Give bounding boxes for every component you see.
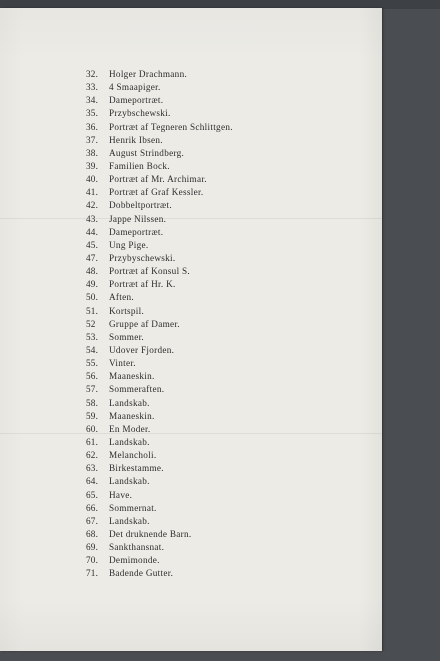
catalogue-entry xyxy=(0,462,382,475)
entry-title: Przybyschewski. xyxy=(109,252,176,263)
catalogue-entry xyxy=(0,436,382,449)
catalogue-entry xyxy=(0,226,382,239)
catalogue-entry xyxy=(0,278,382,291)
entry-number: 40. xyxy=(86,174,99,185)
entry-number: 62. xyxy=(86,450,99,461)
entry-title: Dobbeltportræt. xyxy=(109,200,172,211)
entry-number: 55. xyxy=(86,358,99,369)
entry-number: 61. xyxy=(86,436,99,447)
catalogue-entry xyxy=(0,318,382,331)
entry-number: 54. xyxy=(86,344,99,355)
catalogue-entry xyxy=(0,331,382,344)
entry-title: Portræt af Mr. Archimar. xyxy=(109,174,207,185)
catalogue-entry xyxy=(0,541,382,554)
entry-title: Henrik Ibsen. xyxy=(109,134,163,145)
entry-title: Badende Gutter. xyxy=(109,568,174,579)
entry-title: Familien Bock. xyxy=(109,160,170,171)
entry-number: 70. xyxy=(86,555,99,566)
catalogue-entry xyxy=(0,134,382,147)
catalogue-list xyxy=(0,68,382,580)
entry-number: 33. xyxy=(86,82,99,93)
entry-title: Portræt af Graf Kessler. xyxy=(109,187,204,198)
entry-number: 47. xyxy=(86,252,99,263)
catalogue-entry xyxy=(0,370,382,383)
entry-number: 49. xyxy=(86,279,99,290)
entry-number: 43. xyxy=(86,213,99,224)
catalogue-entry xyxy=(0,107,382,120)
catalogue-entry xyxy=(0,528,382,541)
entry-title: Holger Drachmann. xyxy=(109,69,188,79)
entry-title: Dameportræt. xyxy=(109,226,164,237)
entry-title: En Moder. xyxy=(109,423,151,434)
catalogue-entry xyxy=(0,81,382,94)
entry-number: 48. xyxy=(86,266,99,277)
catalogue-entry xyxy=(0,68,382,81)
entry-number: 57. xyxy=(86,384,99,395)
catalogue-entry xyxy=(0,173,382,186)
catalogue-entry xyxy=(0,199,382,212)
entry-number: 64. xyxy=(86,476,99,487)
catalogue-entry xyxy=(0,554,382,567)
entry-title: Sommernat. xyxy=(109,502,157,513)
entry-title: Vinter. xyxy=(109,358,136,369)
entry-number: 68. xyxy=(86,528,99,539)
entry-title: Landskab. xyxy=(109,397,150,408)
catalogue-entry xyxy=(0,357,382,370)
entry-title: Sommeraften. xyxy=(109,384,165,395)
entry-title: Kortspil. xyxy=(109,305,145,316)
catalogue-entry xyxy=(0,515,382,528)
entry-number: 50. xyxy=(86,292,99,303)
catalogue-entry xyxy=(0,344,382,357)
catalogue-entry xyxy=(0,121,382,134)
entry-number: 34. xyxy=(86,95,99,106)
entry-number: 39. xyxy=(86,160,99,171)
entry-title: Sankthansnat. xyxy=(109,542,165,553)
entry-number: 65. xyxy=(86,489,99,500)
entry-number: 35. xyxy=(86,108,99,119)
entry-title: Portræt af Hr. K. xyxy=(109,279,176,290)
entry-title: 4 Smaapiger. xyxy=(109,82,161,93)
catalogue-entry xyxy=(0,489,382,502)
catalogue-entry xyxy=(0,94,382,107)
entry-number: 58. xyxy=(86,397,99,408)
catalogue-entry xyxy=(0,449,382,462)
entry-title: Birkestamme. xyxy=(109,463,164,474)
catalogue-entry xyxy=(0,252,382,265)
entry-title: Gruppe af Damer. xyxy=(109,318,180,329)
entry-number: 63. xyxy=(86,463,99,474)
entry-number: 36. xyxy=(86,121,99,132)
entry-title: Jappe Nilssen. xyxy=(109,213,167,224)
entry-title: Portræt af Tegneren Schlittgen. xyxy=(109,121,233,132)
catalogue-entry xyxy=(0,567,382,580)
catalogue-entry xyxy=(0,383,382,396)
catalogue-entry xyxy=(0,291,382,304)
entry-number: 38. xyxy=(86,147,99,158)
catalogue-entry xyxy=(0,160,382,173)
entry-title: August Strindberg. xyxy=(109,147,185,158)
entry-title: Have. xyxy=(109,489,133,500)
entry-title: Melancholi. xyxy=(109,450,157,461)
entry-number: 69. xyxy=(86,542,99,553)
entry-number: 51. xyxy=(86,305,99,316)
entry-title: Landskab. xyxy=(109,476,150,487)
catalogue-entry xyxy=(0,423,382,436)
catalogue-entry xyxy=(0,213,382,226)
entry-number: 42. xyxy=(86,200,99,211)
catalogue-entry xyxy=(0,502,382,515)
catalogue-entry xyxy=(0,239,382,252)
entry-number: 60. xyxy=(86,423,99,434)
entry-title: Udover Fjorden. xyxy=(109,344,175,355)
catalogue-entry xyxy=(0,410,382,423)
entry-number: 67. xyxy=(86,515,99,526)
entry-title: Maaneskin. xyxy=(109,410,155,421)
catalogue-entry xyxy=(0,186,382,199)
entry-title: Landskab. xyxy=(109,515,150,526)
entry-title: Portræt af Konsul S. xyxy=(109,266,191,277)
entry-number: 37. xyxy=(86,134,99,145)
entry-title: Sommer. xyxy=(109,331,145,342)
entry-number: 56. xyxy=(86,371,99,382)
entry-number: 71. xyxy=(86,568,99,579)
entry-number: 41. xyxy=(86,187,99,198)
catalogue-entry xyxy=(0,397,382,410)
entry-number: 52 xyxy=(86,318,96,329)
entry-number: 53. xyxy=(86,331,99,342)
entry-title: Dameportræt. xyxy=(109,95,164,106)
entry-title: Landskab. xyxy=(109,436,150,447)
catalogue-entry xyxy=(0,475,382,488)
entry-title: Det druknende Barn. xyxy=(109,528,192,539)
entry-number: 66. xyxy=(86,502,99,513)
entry-title: Maaneskin. xyxy=(109,371,155,382)
entry-number: 32. xyxy=(86,69,99,79)
entry-title: Ung Pige. xyxy=(109,239,149,250)
entry-title: Przybschewski. xyxy=(109,108,171,119)
entry-number: 45. xyxy=(86,239,99,250)
catalogue-entry xyxy=(0,147,382,160)
catalogue-entry xyxy=(0,305,382,318)
entry-number: 44. xyxy=(86,226,99,237)
entry-title: Aften. xyxy=(109,292,135,303)
catalogue-entry xyxy=(0,265,382,278)
entry-number: 59. xyxy=(86,410,99,421)
entry-title: Demimonde. xyxy=(109,555,160,566)
